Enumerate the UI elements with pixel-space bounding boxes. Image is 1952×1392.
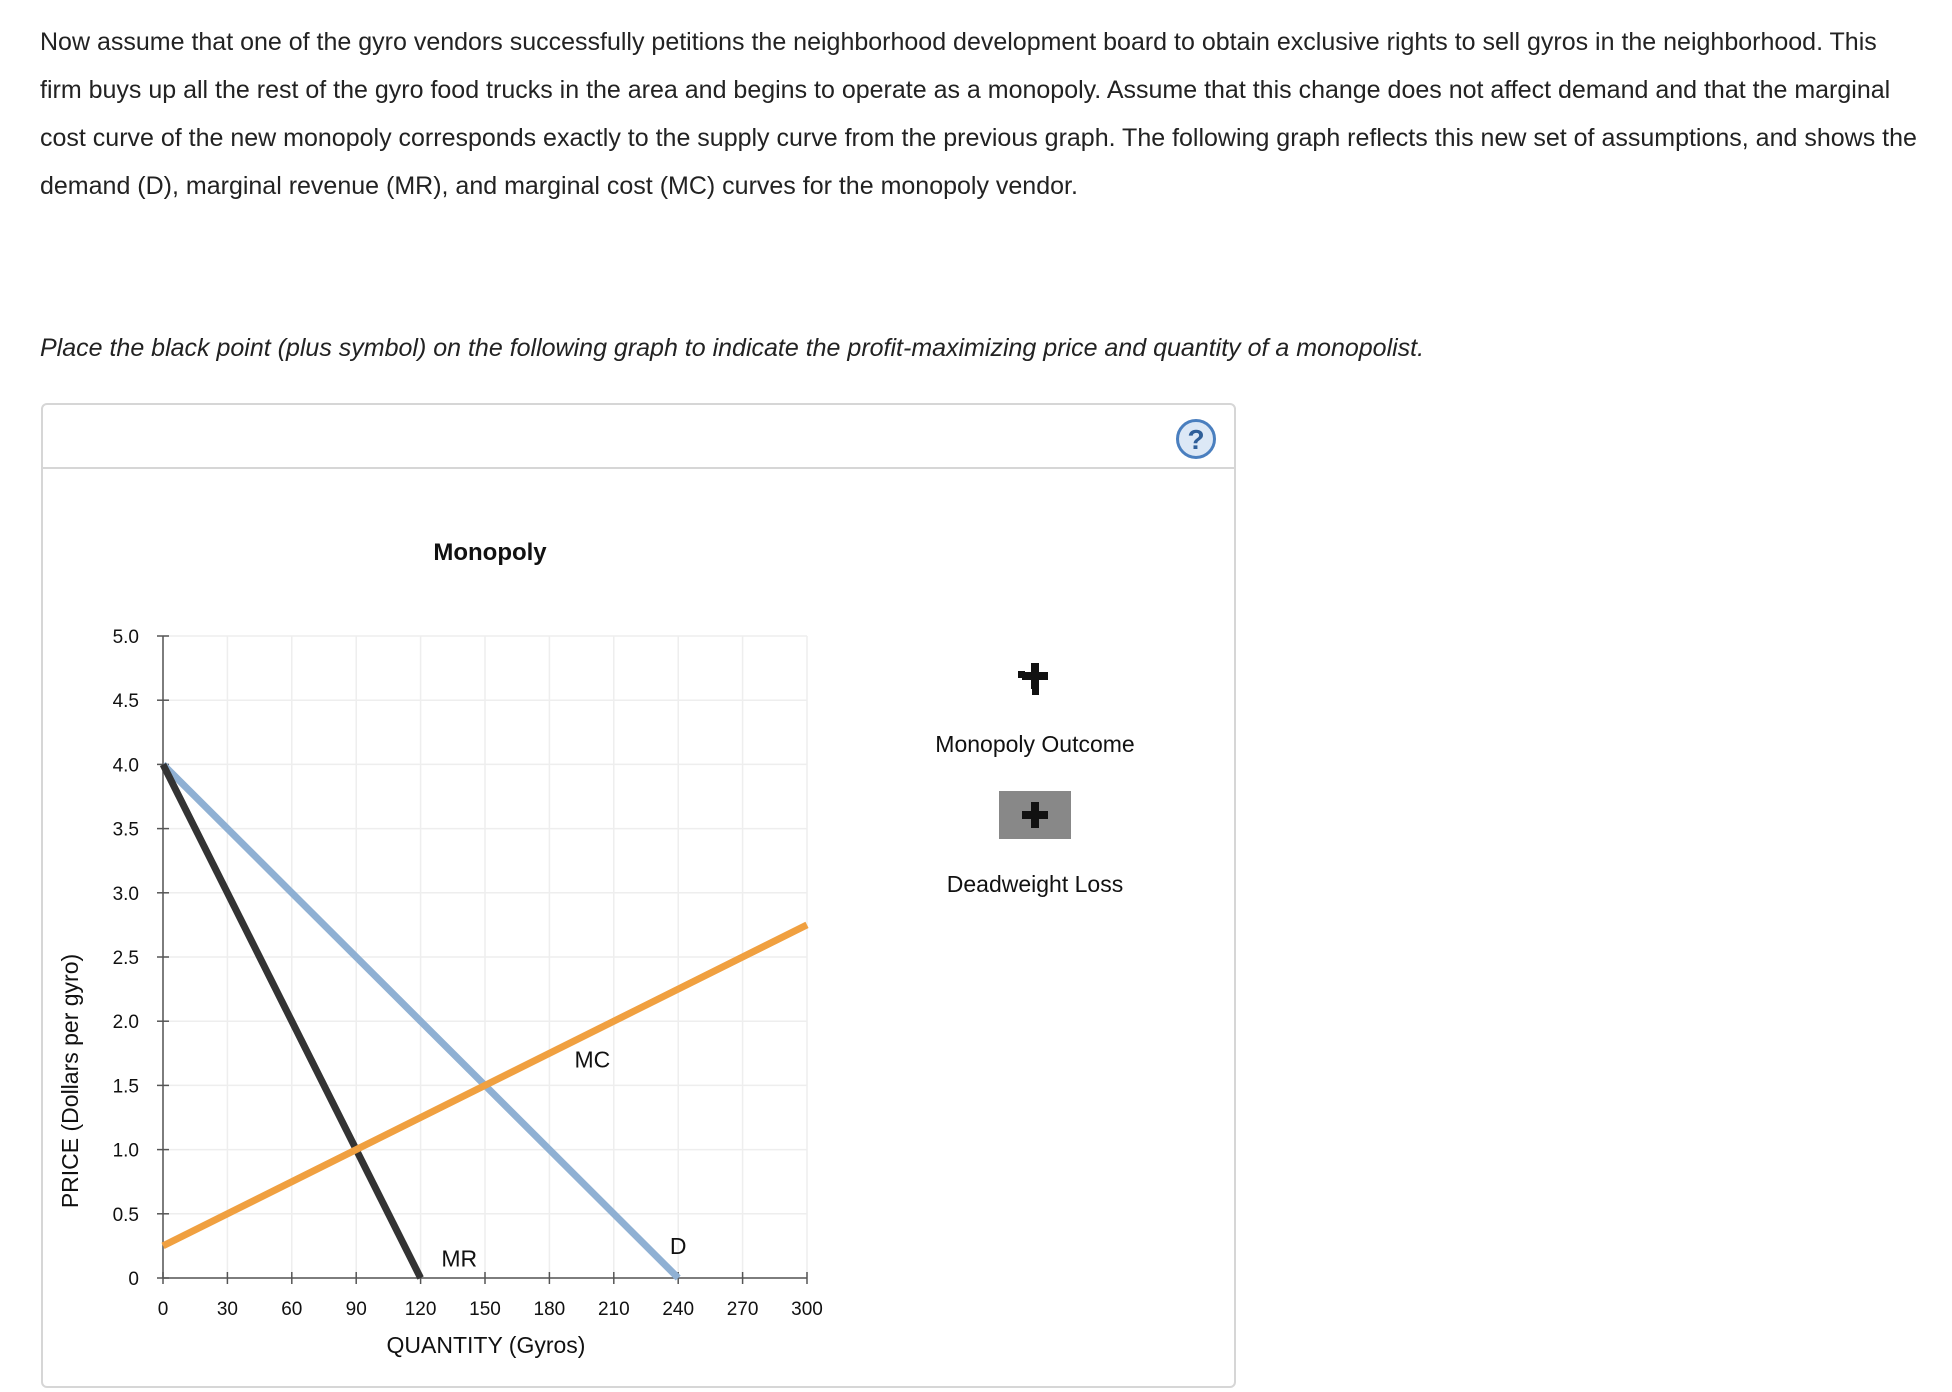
y-tick-label: 5.0 bbox=[112, 627, 139, 648]
d-curve-label: D bbox=[669, 1232, 687, 1259]
x-tick-label: 180 bbox=[533, 1299, 566, 1320]
y-tick-label: 1.0 bbox=[112, 1140, 139, 1162]
x-tick-label: 210 bbox=[597, 1299, 630, 1320]
chart-title: Monopoly bbox=[433, 539, 547, 566]
intro-paragraph: Now assume that one of the gyro vendors successfully petitions the neighborhood development board to obtain exclusive rights to sell gyros in the neighborhood. This firm buys up all the rest of the gyro food trucks in the area and begins to operate as a monopoly. Assume that this change does not affect demand and that the marginal cost curve of the new monopoly corresponds exactly to the supply curve from the previous graph. The following graph reflects this new set of assumptions, and shows the demand (D), marginal revenue (MR), and marginal cost (MC) curves for the monopoly vendor. bbox=[40, 28, 1917, 200]
instruction-text: Place the black point (plus symbol) on the following graph to indicate the profit-maximizing price and quantity of a monopolist. bbox=[40, 334, 1425, 362]
y-tick-label: 2.0 bbox=[112, 1012, 139, 1034]
y-tick-label: 0 bbox=[128, 1269, 139, 1290]
x-tick-label: 0 bbox=[157, 1299, 169, 1320]
deadweight-loss-tool[interactable] bbox=[999, 791, 1071, 839]
x-tick-label: 240 bbox=[662, 1299, 695, 1320]
graph-panel bbox=[41, 403, 1236, 1388]
x-tick-label: 270 bbox=[726, 1299, 759, 1320]
y-tick-label: 4.0 bbox=[112, 755, 139, 777]
x-tick-label: 120 bbox=[404, 1299, 437, 1320]
x-axis-label: QUANTITY (Gyros) bbox=[386, 1332, 586, 1358]
monopoly-outcome-tool[interactable] bbox=[1018, 663, 1048, 695]
x-tick-label: 150 bbox=[469, 1299, 501, 1320]
mr-curve-label: MR bbox=[441, 1245, 478, 1272]
plus-icon bbox=[1022, 663, 1048, 689]
y-tick-label: 1.5 bbox=[112, 1076, 139, 1098]
panel-header bbox=[43, 405, 1234, 469]
y-axis-label: PRICE (Dollars per gyro) bbox=[57, 953, 83, 1209]
y-tick-label: 2.5 bbox=[112, 948, 139, 969]
y-tick-label: 0.5 bbox=[112, 1204, 139, 1226]
x-tick-label: 60 bbox=[281, 1299, 303, 1320]
x-tick-label: 90 bbox=[345, 1299, 367, 1320]
drag-handle-bottom bbox=[1032, 688, 1039, 695]
deadweight-loss-label: Deadweight Loss bbox=[946, 871, 1124, 897]
x-tick-label: 30 bbox=[216, 1299, 238, 1320]
y-tick-label: 3.0 bbox=[112, 883, 139, 905]
help-icon[interactable]: ? bbox=[1176, 419, 1216, 459]
x-tick-label: 300 bbox=[791, 1299, 823, 1320]
mc-curve-label: MC bbox=[574, 1046, 611, 1073]
y-tick-label: 4.5 bbox=[112, 691, 139, 713]
monopoly-outcome-label: Monopoly Outcome bbox=[935, 731, 1135, 757]
y-tick-label: 3.5 bbox=[112, 819, 139, 841]
monopoly-chart bbox=[43, 469, 1234, 1386]
